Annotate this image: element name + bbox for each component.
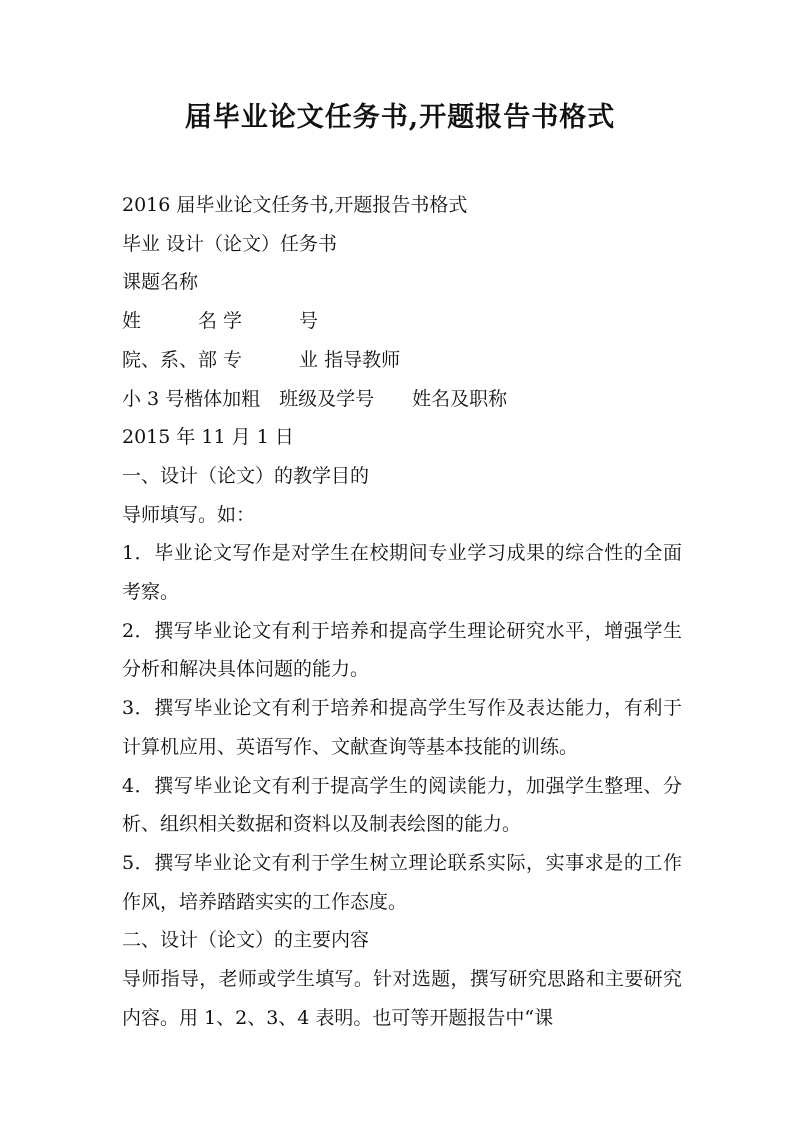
list-item: 1．毕业论文写作是对学生在校期间专业学习成果的综合性的全面考察。 xyxy=(122,542,682,604)
section-heading-teaching-purpose: 一、设计（论文）的教学目的 xyxy=(122,464,370,487)
line-name-number: 姓 名 学 号 xyxy=(122,310,319,333)
line-date: 2015 年 11 月 1 日 xyxy=(122,426,294,449)
section-heading-main-content: 二、设计（论文）的主要内容 xyxy=(122,929,370,952)
list-item: 5．撰写毕业论文有利于学生树立理论联系实际，实事求是的工作作风，培养踏踏实实的工作态度。 xyxy=(122,851,682,913)
line-task-book: 毕业 设计（论文）任务书 xyxy=(122,232,338,255)
document-body xyxy=(122,186,682,1037)
document-title: 届毕业论文任务书,开题报告书格式 xyxy=(184,102,616,133)
section-text-main-content: 导师指导，老师或学生填写。针对选题，撰写研究思路和主要研究内容。用 1、2、3、4 表明。也可等开题报告中“课 xyxy=(122,968,682,1029)
list-item: 3．撰写毕业论文有利于培养和提高学生写作及表达能力，有利于计算机应用、英语写作、文献查询等基本技能的训练。 xyxy=(122,697,682,758)
line-department-major: 院、系、部 专 业 指导教师 xyxy=(122,348,401,371)
list-item: 4．撰写毕业论文有利于提高学生的阅读能力，加强学生整理、分析、组织相关数据和资料以及制表绘图的能力。 xyxy=(122,774,682,836)
line-font-note: 小 3 号楷体加粗 班级及学号 姓名及职称 xyxy=(122,387,508,410)
line-topic-name: 课题名称 xyxy=(122,271,199,294)
line-advisor-fill: 导师填写。如： xyxy=(122,503,256,526)
line-subtitle: 2016 届毕业论文任务书,开题报告书格式 xyxy=(122,194,468,216)
list-item: 2．撰写毕业论文有利于培养和提高学生理论研究水平，增强学生分析和解决具体问题的能力。 xyxy=(122,619,682,681)
